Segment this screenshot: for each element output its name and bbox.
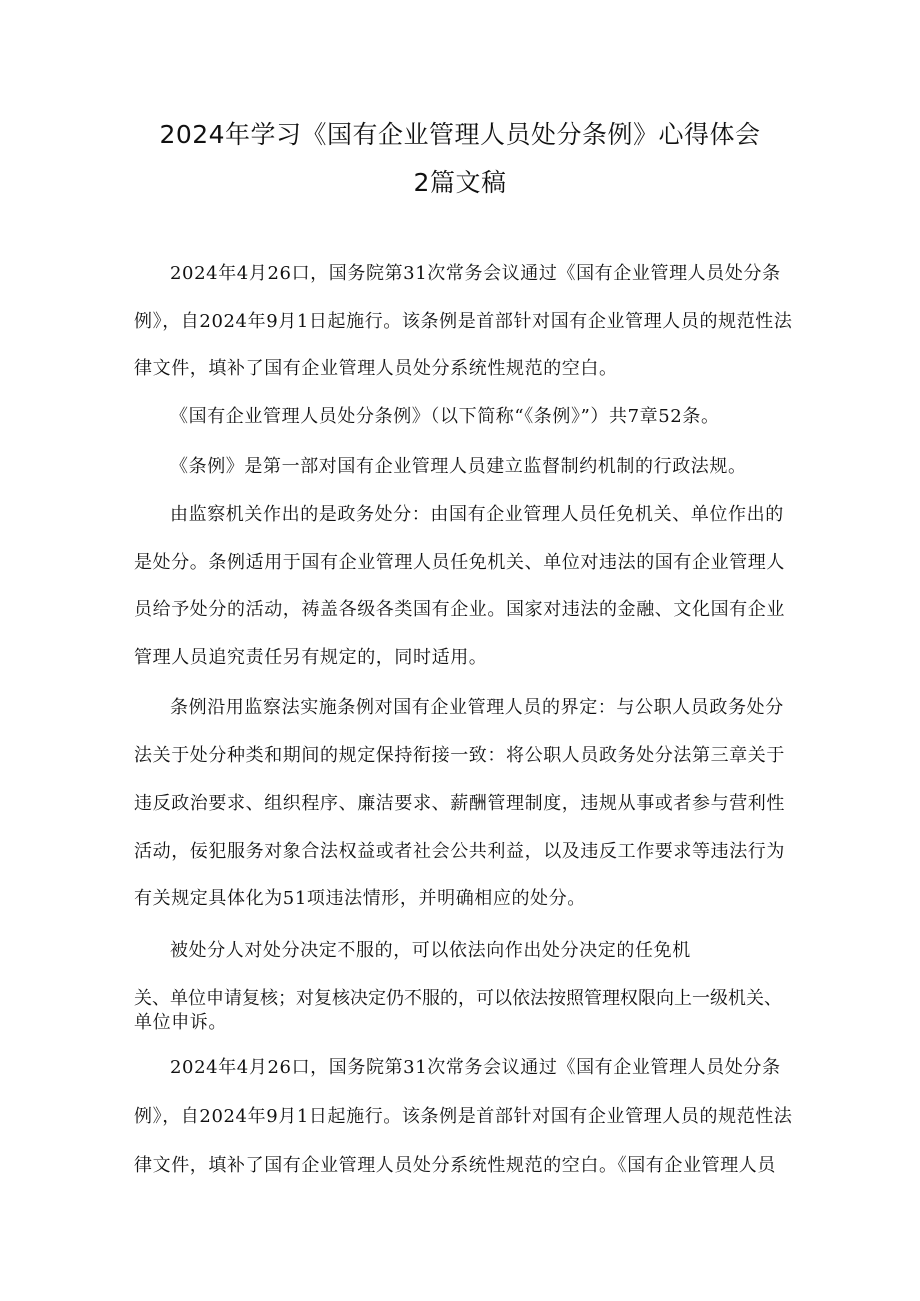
paragraph-line: 单位申诉。 [134, 1012, 227, 1033]
paragraph-line: 法关于处分种类和期间的规定保持衔接一致：将公职人员政务处分法第三章关于 [134, 745, 785, 766]
paragraph-line: 例》，自2024年9月1日起施行。该条例是首部针对国有企业管理人员的规范性法 [134, 311, 793, 332]
paragraph-line: 律文件，填补了国有企业管理人员处分系统性规范的空白。 [134, 358, 618, 379]
paragraph-line: 条例沿用监察法实施条例对国有企业管理人员的界定：与公职人员政务处分 [170, 697, 784, 718]
paragraph-line: 员给予处分的活动，祷盖各级各类国有企业。国家对违法的金融、文化国有企业 [134, 599, 785, 620]
paragraph-line: 2024年4月26口，国务院第31次常务会议通过《国有企业管理人员处分条 [170, 1057, 781, 1078]
paragraph-line: 2024年4月26口，国务院第31次常务会议通过《国有企业管理人员处分条 [170, 263, 781, 284]
paragraph-line: 被处分人对处分决定不服的，可以依法向作出处分决定的任免机 [170, 940, 691, 961]
paragraph-line: 关、单位申请复核；对复核决定仍不服的，可以依法按照管理权限向上一级机关、 [134, 988, 782, 1009]
paragraph-line: 例》，自2024年9月1日起施行。该条例是首部针对国有企业管理人员的规范性法 [134, 1106, 793, 1127]
paragraph-line: 由监察机关作出的是政务处分：由国有企业管理人员任免机关、单位作出的 [170, 504, 784, 525]
paragraph-line: 是处分。条例适用于国有企业管理人员任免机关、单位对违法的国有企业管理人 [134, 552, 785, 573]
document-title-line-1: 2024年学习《国有企业管理人员处分条例》心得体会 [159, 120, 761, 149]
paragraph-line: 律文件，填补了国有企业管理人员处分系统性规范的空白。《国有企业管理人员 [134, 1155, 776, 1176]
paragraph-line: 《条例》是第一部对国有企业管理人员建立监督制约机制的行政法规。 [170, 456, 747, 477]
paragraph-line: 有关规定具体化为51项违法情形，并明确相应的处分。 [134, 888, 586, 909]
document-title-line-2: 2篇文稿 [413, 168, 507, 197]
paragraph-line: 《国有企业管理人员处分条例》（以下简称“《条例》”）共7章52条。 [170, 406, 720, 427]
paragraph-line: 违反政治要求、组织程序、廉洁要求、薪酬管理制度，违规从事或者参与营利性 [134, 793, 785, 814]
paragraph-line: 管理人员追究责任另有规定的，同时适用。 [134, 647, 488, 668]
paragraph-line: 活动，佞犯服务对象合法权益或者社会公共利益，以及违反工作要求等违法行为 [134, 841, 785, 862]
